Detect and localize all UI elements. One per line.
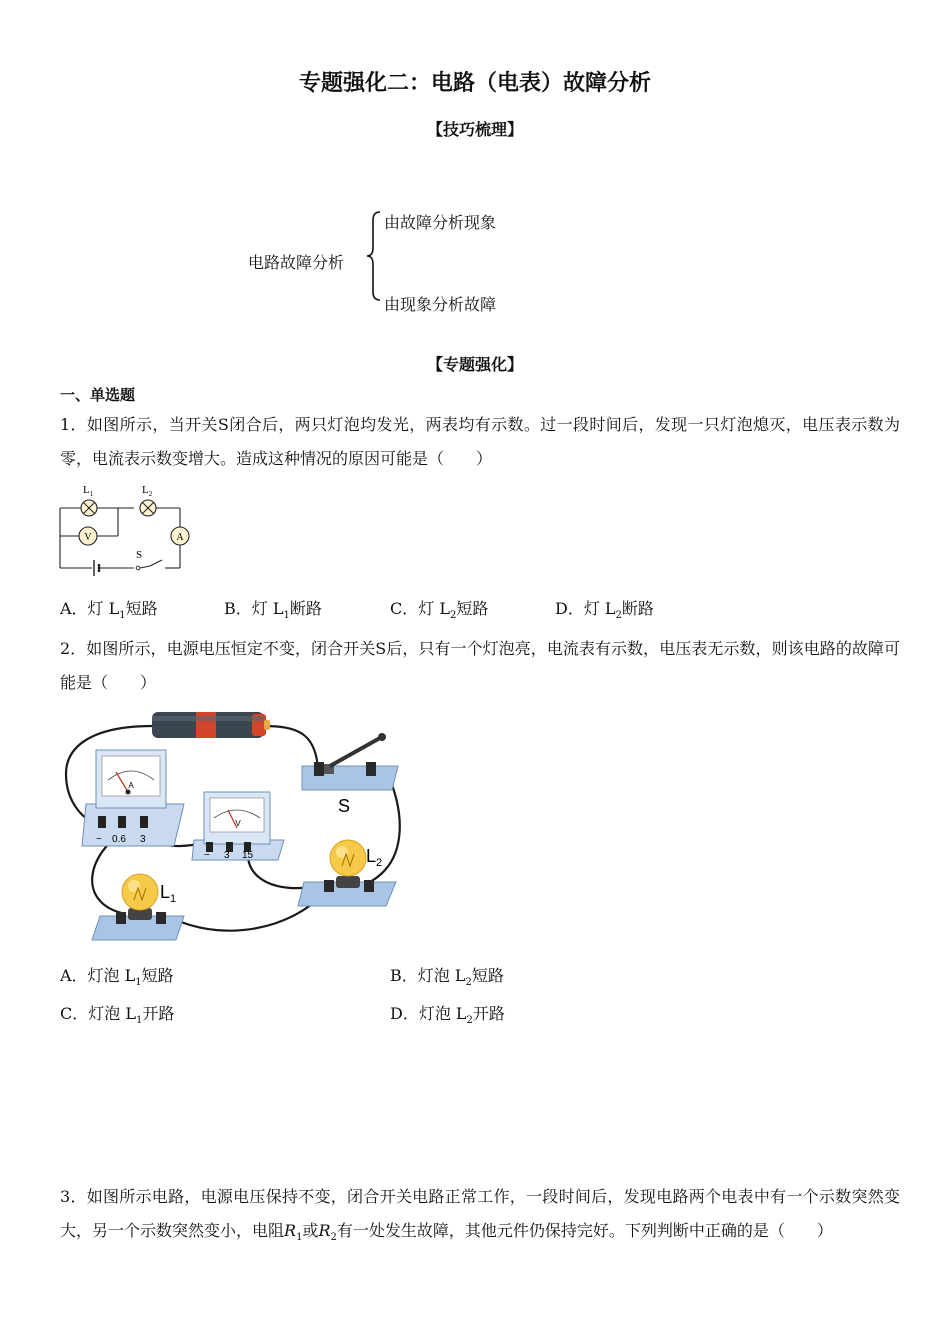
q1-lamp-l2-icon bbox=[140, 500, 156, 516]
question-1-text: 1．如图所示，当开关S闭合后，两只灯泡均发光，两表均有示数。过一段时间后，发现一只灯泡熄灭，电压表示数为零，电流表示数变增大。造成这种情况的原因可能是（ ） bbox=[60, 415, 900, 468]
svg-text:L2 bbox=[366, 846, 382, 869]
q1-lamp-l1-icon bbox=[81, 500, 97, 516]
part-heading-single-choice: 一、单选题 bbox=[60, 386, 136, 404]
q2-option-c[interactable]: C．灯泡 $L_1$开路 bbox=[60, 1004, 175, 1027]
q1-l2-sub: 2 bbox=[148, 490, 153, 498]
svg-text:L2 bbox=[142, 484, 153, 498]
q3-text-or: 或 bbox=[302, 1221, 319, 1240]
q2-ammeter-terminal-3: 3 bbox=[140, 834, 146, 845]
q1-l2-label: L bbox=[142, 484, 149, 496]
q2-option-d[interactable]: D．灯泡 $L_2$开路 bbox=[390, 1004, 505, 1027]
page-title: 专题强化二：电路（电表）故障分析 bbox=[298, 71, 651, 96]
q1-option-d[interactable]: D．灯 $L_2$断路 bbox=[555, 599, 654, 622]
q2-voltmeter-terminal-neg: − bbox=[204, 850, 210, 861]
svg-text:L1 bbox=[83, 484, 94, 498]
q3-r2-symbol: R bbox=[318, 1221, 331, 1240]
q2-ammeter-mark: A bbox=[128, 781, 134, 790]
q2-voltmeter-mark: V bbox=[235, 819, 241, 828]
q2-ammeter-terminal-neg: − bbox=[96, 834, 102, 845]
q2-l1-sub: 1 bbox=[170, 893, 177, 905]
svg-text:L1 bbox=[160, 882, 176, 905]
q2-ammeter-icon bbox=[82, 750, 184, 846]
q1-option-a[interactable]: A．灯 $L_1$短路 bbox=[60, 599, 158, 622]
q2-option-a[interactable]: A．灯泡 $L_1$短路 bbox=[60, 966, 174, 989]
q1-ammeter-label: A bbox=[176, 532, 184, 543]
q2-ammeter-terminal-06: 0.6 bbox=[112, 834, 126, 845]
q3-text-part-b: 有一处发生故障，其他元件仍保持完好。下列判断中正确的是（ ） bbox=[336, 1221, 833, 1240]
q2-option-b[interactable]: B．灯泡 $L_2$短路 bbox=[390, 966, 504, 989]
question-2-text: 2．如图所示，电源电压恒定不变，闭合开关S后，只有一个灯泡亮，电流表有示数，电压表无示数，则该电路的故障可能是（ ） bbox=[60, 639, 900, 692]
q3-r1-sub: 1 bbox=[296, 1232, 303, 1244]
q1-option-c[interactable]: C．灯 $L_2$短路 bbox=[390, 599, 489, 622]
section-heading-skills: 【技巧梳理】 bbox=[426, 120, 523, 139]
q2-circuit-illustration bbox=[56, 704, 412, 950]
q1-l1-sub: 1 bbox=[89, 490, 94, 498]
q1-circuit-diagram bbox=[52, 480, 202, 580]
q1-option-b[interactable]: B．灯 $L_1$断路 bbox=[224, 599, 322, 622]
q3-text-part-a: 3．如图所示电路，电源电压保持不变，闭合开关电路正常工作，一段时间后，发现电路两个电表中有一个示数突然变大，另一个示数突然变小，电阻 bbox=[60, 1187, 900, 1240]
q1-switch-label: S bbox=[136, 549, 143, 561]
q2-switch-label: S bbox=[338, 796, 351, 816]
mindmap-branch-2: 由现象分析故障 bbox=[384, 295, 497, 314]
section-heading-practice: 【专题强化】 bbox=[426, 355, 523, 374]
q3-r1-symbol: R bbox=[284, 1221, 297, 1240]
mindmap-root: 电路故障分析 bbox=[248, 253, 345, 272]
q2-l2-label: L bbox=[366, 846, 377, 866]
mindmap-branch-1: 由故障分析现象 bbox=[384, 213, 497, 232]
q1-l1-label: L bbox=[83, 484, 90, 496]
question-3-text bbox=[60, 1180, 900, 1255]
q2-voltmeter-terminal-15: 15 bbox=[242, 850, 254, 861]
q1-voltmeter-label: V bbox=[84, 532, 92, 543]
q2-voltmeter-terminal-3: 3 bbox=[224, 850, 230, 861]
q2-l1-label: L bbox=[160, 882, 171, 902]
q2-battery-icon bbox=[152, 712, 270, 738]
q2-l2-sub: 2 bbox=[376, 857, 383, 869]
q3-r2-sub: 2 bbox=[330, 1232, 337, 1244]
